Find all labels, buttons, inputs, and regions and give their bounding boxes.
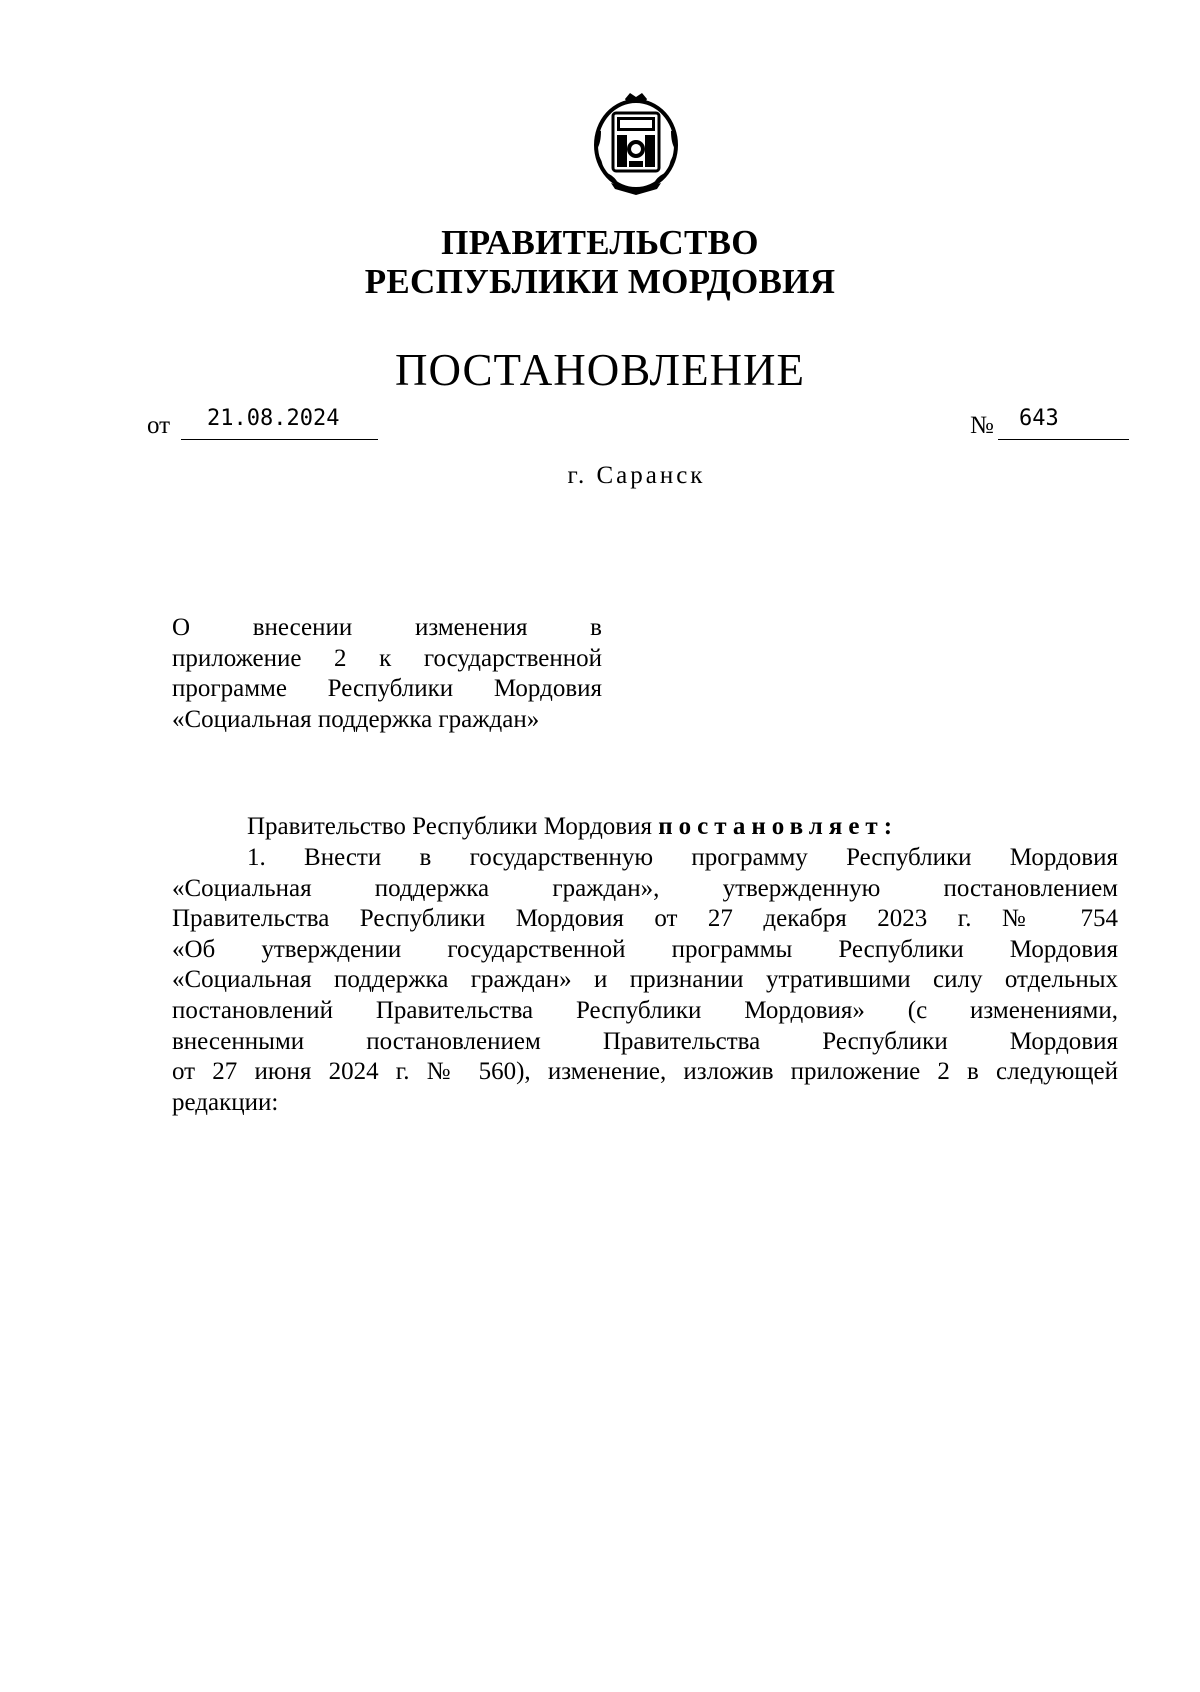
paragraph-line: редакции: [172,1088,279,1116]
subject-line: «Социальная поддержка граждан» [172,705,540,733]
document-subject [172,613,602,735]
paragraph-line: постановлений Правительства Республики Мордовия» (с изменениями, [172,996,1118,1024]
city-name: г. Саранск [567,462,706,489]
subject-line: программе Республики Мордовия [172,675,602,702]
resolution-paragraph [172,843,1118,1118]
intro-text: Правительство Республики Мордовия [247,813,659,840]
coat-of-arms-icon [587,91,685,195]
paragraph-line: «Об утверждении государственной программы Республики Мордовия [172,935,1118,963]
paragraph-line: от 27 июня 2024 г. № 560), изменение, изложив приложение 2 в следующей [172,1058,1118,1086]
resolution-intro [247,812,1047,843]
paragraph-line: Правительства Республики Мордовия от 27 декабря 2023 г. № 754 [172,905,1118,933]
number-underline [998,439,1129,440]
subject-line: О внесении изменения в [172,614,602,641]
paragraph-line: «Социальная поддержка граждан» и признании утратившими силу отдельных [172,966,1118,994]
document-type-title: ПОСТАНОВЛЕНИЕ [394,345,806,395]
date-underline [181,439,378,440]
date-prefix: от [147,412,171,439]
document-number: 643 [1019,406,1059,431]
number-prefix: № [970,412,994,439]
paragraph-line: 1. Внести в государственную программу Республики Мордовия [247,844,1118,871]
organization-name-line2: РЕСПУБЛИКИ МОРДОВИЯ [364,262,836,301]
subject-line: приложение 2 к государственной [172,644,602,672]
paragraph-line: внесенными постановлением Правительства Республики Мордовия [172,1027,1118,1055]
organization-name-line1: ПРАВИТЕЛЬСТВО [441,223,759,262]
intro-decree-word: постановляет: [658,813,899,840]
document-date: 21.08.2024 [207,406,340,431]
paragraph-line: «Социальная поддержка граждан», утвержденную постановлением [172,874,1118,902]
